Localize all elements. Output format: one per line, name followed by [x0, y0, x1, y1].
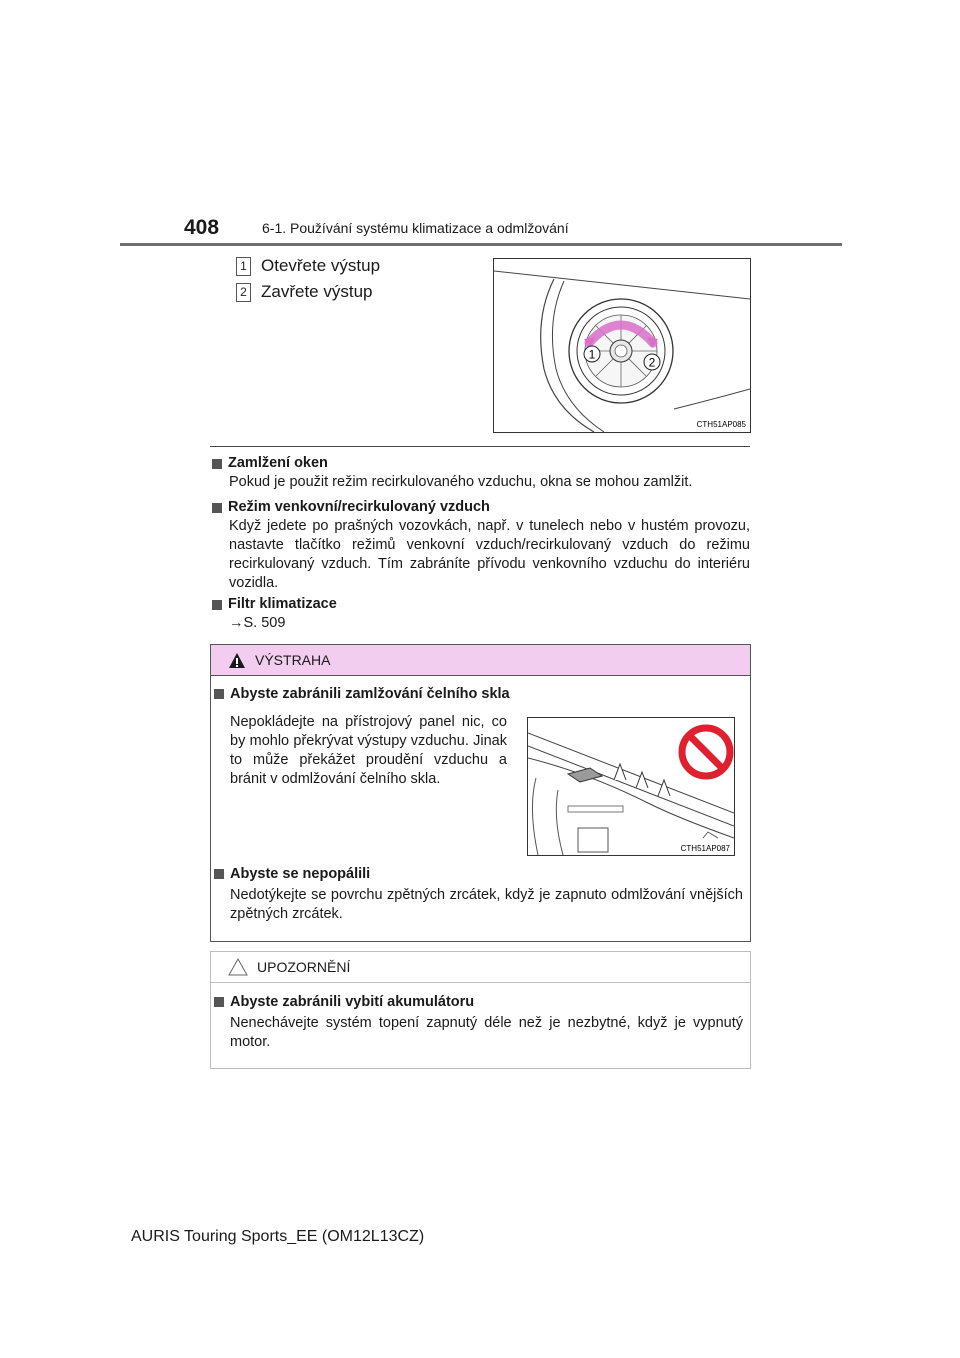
- step-text: Otevřete výstup: [261, 256, 381, 275]
- air-vent-illustration: [493, 258, 751, 433]
- warning-item-title: [211, 686, 510, 702]
- square-bullet-icon: [214, 997, 224, 1007]
- topic-window-fogging: [210, 454, 750, 492]
- warning-header: [211, 645, 750, 676]
- warning-item-title-text: Abyste zabránili zamlžování čelního skla: [230, 686, 510, 702]
- step-text: Zavřete výstup: [261, 282, 373, 301]
- caution-item-body: Nenechávejte systém topení zapnutý déle než je nezbytné, když je vypnutý motor.: [230, 1015, 743, 1050]
- topic-air-mode: [210, 498, 750, 593]
- caution-item-title: [211, 994, 474, 1010]
- topic-title: Filtr klimatizace: [228, 596, 337, 612]
- caution-item-title-text: Abyste zabránili vybití akumulátoru: [230, 994, 475, 1010]
- square-bullet-icon: [214, 869, 224, 879]
- topic-title: Režim venkovní/recirkulovaný vzduch: [228, 499, 490, 515]
- page-number: 408: [184, 216, 220, 239]
- square-bullet-icon: [212, 503, 222, 513]
- callout-1: 1: [588, 347, 596, 362]
- dashboard-illustration: [527, 717, 735, 856]
- header-rule: [120, 243, 842, 246]
- warning-item-title: [211, 866, 370, 882]
- step-number-box: 2: [236, 283, 251, 302]
- square-bullet-icon: [212, 600, 222, 610]
- step-number-box: 1: [236, 257, 251, 276]
- caution-header: [211, 952, 750, 983]
- warning-item-title-text: Abyste se nepopálili: [230, 866, 371, 882]
- figure-code: CTH51AP085: [696, 420, 746, 429]
- step-1: [236, 256, 380, 276]
- caution-triangle-icon: [228, 958, 248, 976]
- topic-body: Když jedete po prašných vozovkách, např. v tunelech nebo v hustém provozu, nastavte tlačítko režimů venkovní vzduch/recirkulovaný vzduch do režimu recirkulovaný vzduch. Tím zabráníte přívodu venkovního vzduchu do interiéru vozidla.: [229, 518, 750, 591]
- step-2: [236, 282, 373, 302]
- dashboard-drawing: [528, 718, 734, 855]
- warning-label: VÝSTRAHA: [255, 652, 331, 668]
- warning-item-body: Nepokládejte na přístrojový panel nic, co by mohlo překrývat výstupy vzduchu. Jinak to může překážet proudění vzduchu a bránit v odmlžování čelního skla.: [230, 714, 507, 787]
- footer-model: AURIS Touring Sports_EE (OM12L13CZ): [131, 1228, 425, 1245]
- caution-label: UPOZORNĚNÍ: [257, 959, 351, 975]
- caution-box: [210, 951, 751, 1069]
- figure-code: CTH51AP087: [680, 844, 730, 853]
- warning-item-body: Nedotýkejte se povrchu zpětných zrcátek, když je zapnuto odmlžování vnějších zpětných zrcátek.: [230, 887, 743, 922]
- warning-box: [210, 644, 751, 942]
- warning-triangle-icon: [228, 652, 246, 669]
- topic-title: Zamlžení oken: [228, 455, 328, 471]
- topic-body: Pokud je použit režim recirkulovaného vzduchu, okna se mohou zamlžit.: [229, 474, 693, 490]
- page-reference-link[interactable]: →S. 509: [229, 615, 286, 631]
- square-bullet-icon: [212, 459, 222, 469]
- topic-ac-filter: [210, 595, 750, 633]
- section-rule: [210, 446, 750, 447]
- section-title: 6-1. Používání systému klimatizace a odmlžování: [262, 220, 569, 236]
- callout-2: 2: [648, 355, 656, 370]
- square-bullet-icon: [214, 689, 224, 699]
- air-vent-drawing: [494, 259, 750, 432]
